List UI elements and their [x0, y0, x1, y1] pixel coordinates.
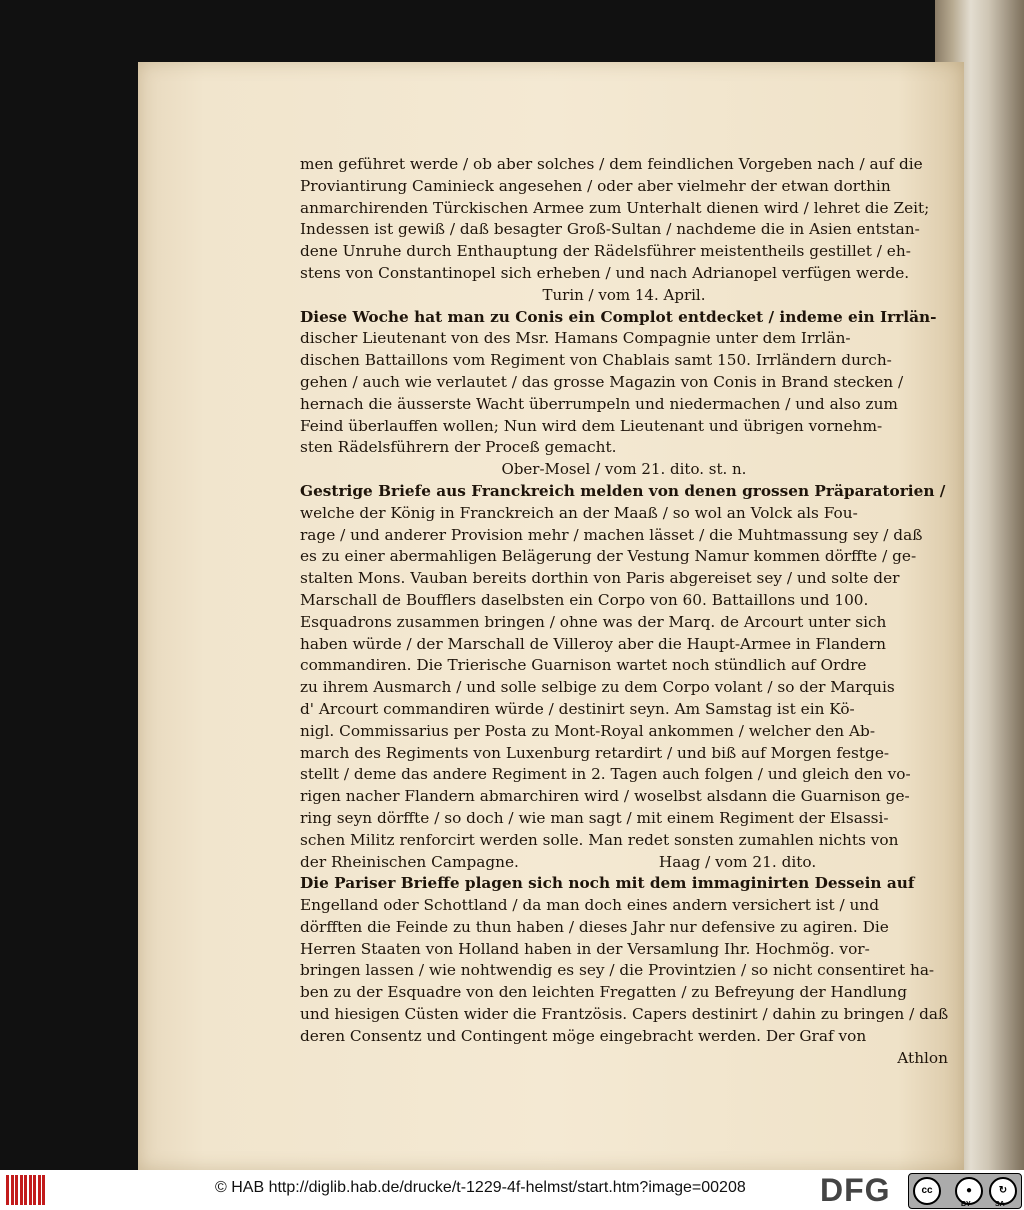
- text-line: haben würde / der Marschall de Villeroy aber die Haupt-Armee in Flandern: [300, 634, 886, 653]
- hab-logo-bar: [11, 1175, 14, 1205]
- text-line: dischen Battaillons vom Regiment von Chablais samt 150. Irrländern durch-: [300, 351, 892, 370]
- text-line: dörfften die Feinde zu thun haben / dieses Jahr nur defensive zu agiren. Die: [300, 917, 889, 936]
- text-line: bringen lassen / wie nohtwendig es sey / die Provintzien / so nicht consentiret ha-: [300, 961, 935, 980]
- text-line: Gestrige Briefe aus Franckreich melden von denen grossen Präparatorien /: [300, 481, 946, 500]
- text-line: deren Consentz und Contingent möge eingebracht werden. Der Graf von: [300, 1026, 867, 1045]
- cc-license-badge[interactable]: [908, 1173, 1022, 1209]
- hab-logo-bar: [15, 1175, 18, 1205]
- text-line: gehen / auch wie verlautet / das grosse Magazin von Conis in Brand stecken /: [300, 372, 904, 391]
- share-alike-icon: ↻: [989, 1177, 1017, 1205]
- sa-label: SA: [995, 1201, 1005, 1208]
- text-line: commandiren. Die Trierische Guarnison wartet noch stündlich auf Ordre: [300, 656, 867, 675]
- text-line: discher Lieutenant von des Msr. Hamans Compagnie unter dem Irrlän-: [300, 329, 851, 348]
- text-line: anmarchirenden Türckischen Armee zum Unterhalt dienen wird / lehret die Zeit;: [300, 198, 930, 217]
- text-line: hernach die äusserste Wacht überrumpeln und niedermachen / und also zum: [300, 394, 898, 413]
- text-line: Indessen ist gewiß / daß besagter Groß-Sultan / nachdeme die in Asien entstan-: [300, 220, 920, 239]
- text-line: [300, 1048, 948, 1070]
- text-line: men geführet werde / ob aber solches / dem feindlichen Vorgeben nach / auf die: [300, 155, 923, 173]
- text-line: Herren Staaten von Holland haben in der Versamlung Ihr. Hochmög. vor-: [300, 939, 870, 958]
- hab-logo-bar: [6, 1175, 9, 1205]
- text-line: welche der König in Franckreich an der Maaß / so wol an Volck als Fou-: [300, 503, 858, 522]
- text-line: sten Rädelsführern der Proceß gemacht.: [300, 438, 617, 457]
- text-line: march des Regiments von Luxenburg retardirt / und biß auf Morgen festge-: [300, 743, 890, 762]
- text-line: d' Arcourt commandiren würde / destinirt seyn. Am Samstag ist ein Kö-: [300, 699, 855, 718]
- section-heading: Turin / vom 14. April.: [542, 285, 706, 304]
- text-line: ben zu der Esquadre von den leichten Fregatten / zu Befreyung der Handlung: [300, 983, 908, 1002]
- text-line: stalten Mons. Vauban bereits dorthin von Paris abgereiset sey / und solte der: [300, 569, 900, 588]
- text-line: stens von Constantinopel sich erheben / und nach Adrianopel verfügen werde.: [300, 263, 910, 282]
- text-line-content: der Rheinischen Campagne.: [300, 852, 519, 871]
- book-page: [138, 62, 964, 1170]
- hab-logo-bar: [29, 1175, 32, 1205]
- text-line: Marschall de Boufflers daselbsten ein Corpo von 60. Battaillons und 100.: [300, 590, 869, 609]
- text-line: Feind überlauffen wollen; Nun wird dem Lieutenant und übrigen vornehm-: [300, 416, 883, 435]
- page-text: [300, 154, 948, 1069]
- text-line: zu ihrem Ausmarch / und solle selbige zu dem Corpo volant / so der Marquis: [300, 678, 895, 697]
- dfg-logo: DFG: [820, 1172, 891, 1208]
- text-line: es zu einer abermahligen Belägerung der Vestung Namur kommen dörffte / ge-: [300, 547, 917, 566]
- text-line: dene Unruhe durch Enthauptung der Rädelsführer meistentheils gestillet / eh-: [300, 242, 911, 261]
- person-icon: ●: [955, 1177, 983, 1205]
- text-line: Proviantirung Caminieck angesehen / oder aber vielmehr der etwan dorthin: [300, 176, 891, 195]
- section-heading: Ober-Mosel / vom 21. dito. st. n.: [501, 460, 747, 479]
- cc-icon: cc: [913, 1177, 941, 1205]
- text-line: und hiesigen Cüsten wider die Frantzösis. Capers destinirt / dahin zu bringen / daß: [300, 1005, 948, 1024]
- text-line: Esquadrons zusammen bringen / ohne was der Marq. de Arcourt unter sich: [300, 612, 887, 631]
- text-line: Engelland oder Schottland / da man doch eines andern versichert ist / und: [300, 896, 880, 915]
- text-line: rigen nacher Flandern abmarchiren wird / woselbst alsdann die Guarnison ge-: [300, 787, 910, 806]
- hab-logo-bar: [38, 1175, 41, 1205]
- hab-logo-bar: [33, 1175, 36, 1205]
- section-heading: Haag / vom 21. dito.: [658, 852, 817, 871]
- text-line: ring seyn dörffte / so doch / wie man sagt / mit einem Regiment der Elsassi-: [300, 808, 889, 827]
- hab-logo-bar: [20, 1175, 23, 1205]
- footer-bar: [0, 1170, 1024, 1210]
- text-line: rage / und anderer Provision mehr / machen lässet / die Muhtmassung sey / daß: [300, 525, 923, 544]
- text-line: Diese Woche hat man zu Conis ein Complot entdecket / indeme ein Irrlän-: [300, 307, 937, 326]
- text-line: Die Pariser Brieffe plagen sich noch mit dem immaginirten Dessein auf: [300, 874, 915, 893]
- hab-logo-bar: [24, 1175, 27, 1205]
- hab-logo: [6, 1175, 46, 1205]
- text-line: stellt / deme das andere Regiment in 2. Tagen auch folgen / und gleich den vo-: [300, 765, 911, 784]
- hab-logo-bar: [42, 1175, 45, 1205]
- by-label: BY: [961, 1201, 971, 1208]
- copyright-link[interactable]: © HAB http://diglib.hab.de/drucke/t-1229-4f-helmst/start.htm?image=00208: [215, 1179, 746, 1196]
- text-line: schen Militz renforcirt werden solle. Man redet sonsten zumahlen nichts von: [300, 830, 899, 849]
- text-line: [300, 852, 948, 874]
- text-line: nigl. Commissarius per Posta zu Mont-Royal ankommen / welcher den Ab-: [300, 721, 875, 740]
- catchword: Athlon: [897, 1048, 948, 1067]
